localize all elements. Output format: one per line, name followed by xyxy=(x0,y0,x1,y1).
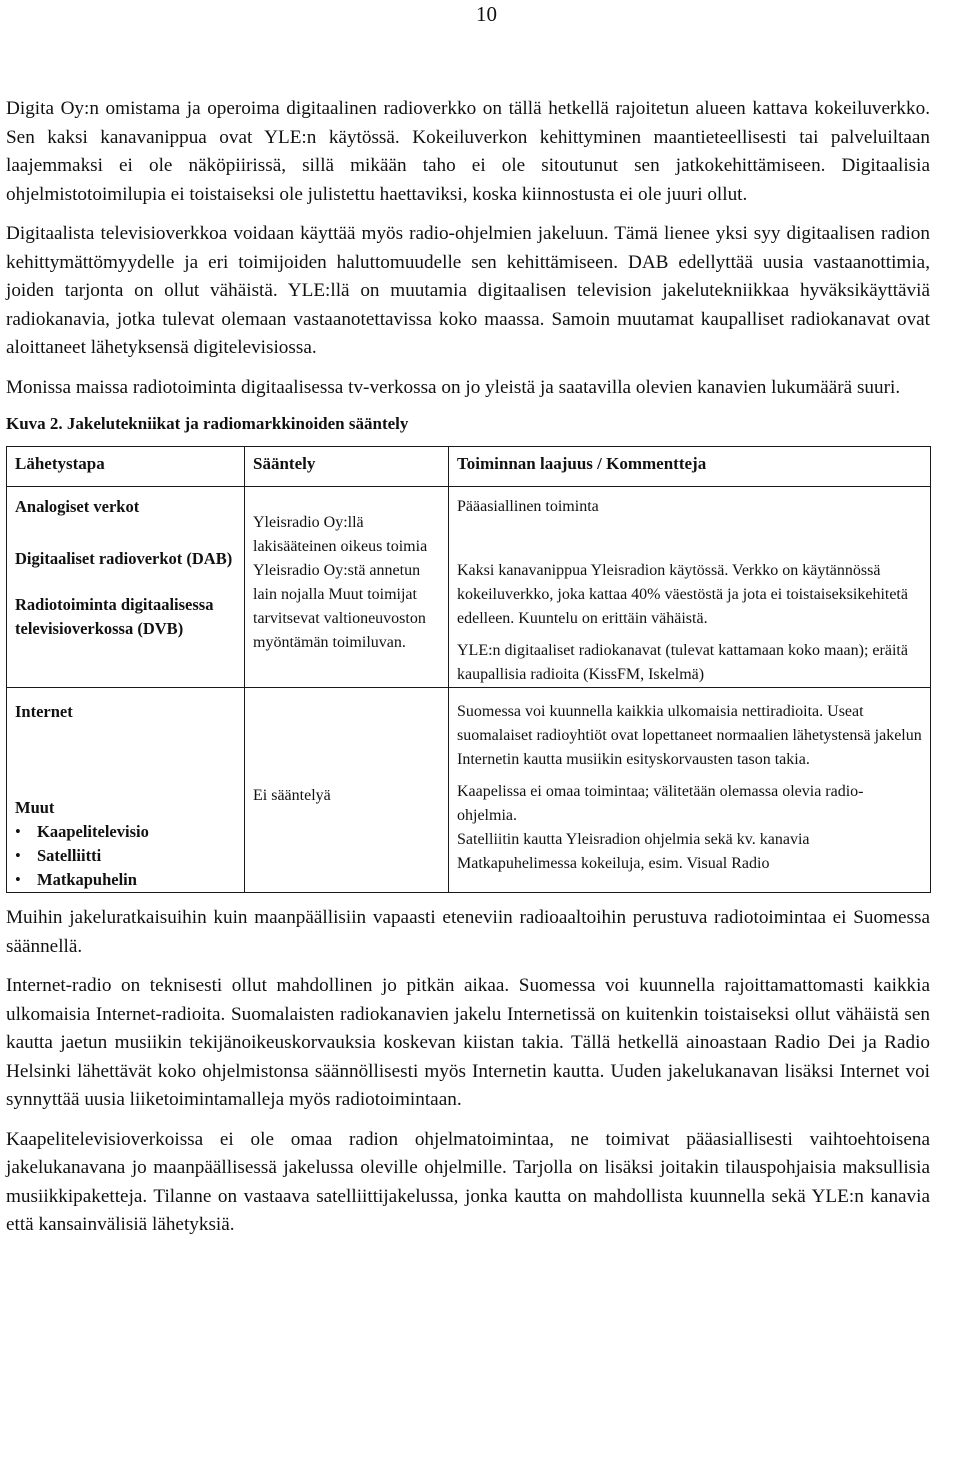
comment-cable: Kaapelissa ei omaa toimintaa; välitetään olemassa olevia radio-ohjelmia. xyxy=(457,783,864,824)
header-regulation: Sääntely xyxy=(245,447,449,487)
comment-satellite: Satelliitin kautta Yleisradion ohjelmia sekä kv. kanavia xyxy=(457,831,810,848)
body-paragraph: Digitaalista televisioverkkoa voidaan käyttää myös radio-ohjelmien jakeluun. Tämä lienee yksi syy digitaalisen radion kehittymättömyydelle ja eri toimijoiden haluttomuudelle sen kehittämiseen. DAB edellyttää uusia vastaanottimia, joiden tarjonta on ollut vähäistä. YLE:llä on muutamia digitaalisen television jakelutekniikkaa hyväksikäyttäviä radiokanavia, jotka tulevat olemaan vastaanotettavissa koko maassa. Samoin muutamat kaupalliset radiokanavat ovat aloittaneet lähetyksensä digitelevisiossa. xyxy=(6,223,930,358)
method-dvb: Radiotoiminta digitaalisessa televisioverkossa (DVB) xyxy=(15,595,214,638)
comment-dvb: YLE:n digitaaliset radiokanavat (tulevat kattamaan koko maan); eräitä kaupallisia radioita (KissFM, Iskelmä) xyxy=(457,642,908,683)
list-item: • Matkapuhelin xyxy=(15,868,236,892)
other-methods-list xyxy=(15,820,236,892)
method-dab: Digitaaliset radioverkot (DAB) xyxy=(15,549,233,568)
methods-cell xyxy=(7,487,245,688)
regulation-text: Yleisradio Oy:llä lakisääteinen oikeus toimia Yleisradio Oy:stä annetun lain nojalla Muut toimijat tarvitsevat valtioneuvoston myöntämän toimiluvan. xyxy=(253,514,428,651)
document-body xyxy=(6,95,930,1251)
comments-cell xyxy=(449,487,931,688)
regulation-text: Ei sääntelyä xyxy=(253,787,331,804)
regulation-table xyxy=(6,446,931,893)
regulation-cell xyxy=(245,487,449,688)
method-other: Muut xyxy=(15,798,55,817)
body-paragraph: Digita Oy:n omistama ja operoima digitaalinen radioverkko on tällä hetkellä rajoitetun alueen kattava kokeiluverkko. Sen kaksi kanavanippua ovat YLE:n käytössä. Kokeiluverkon kehittyminen maantieteellisesti tai palveluiltaan laajemmaksi ei ole näköpiirissä, sillä mikään taho ei ole sitoutunut sen jatkokehittämiseen. Digitaalisia ohjelmistotoimilupia ei toistaiseksi ole julistettu haettaviksi, koska kiinnostusta ei ole juuri ollut. xyxy=(6,98,930,205)
table-header-row xyxy=(7,447,931,487)
body-paragraph: Monissa maissa radiotoiminta digitaalisessa tv-verkossa on jo yleistä ja saatavilla olevien kanavien lukumäärä suuri. xyxy=(6,376,901,398)
list-item: • Kaapelitelevisio xyxy=(15,820,236,844)
body-paragraph: Muihin jakeluratkaisuihin kuin maanpäällisiin vapaasti eteneviin radioaaltoihin perustuva radiotoimintaa ei Suomessa säännellä. xyxy=(6,907,930,957)
header-broadcast-method: Lähetystapa xyxy=(7,447,245,487)
page-number: 10 xyxy=(476,2,497,26)
comment-dab: Kaksi kanavanippua Yleisradion käytössä. Verkko on käytännössä kokeiluverkko, joka kattaa 40% väestöstä ja jota ei toistaiseksikehitetä edelleen. Kuuntelu on erittäin vähäistä. xyxy=(457,562,908,627)
method-internet: Internet xyxy=(15,702,73,721)
comment-internet: Suomessa voi kuunnella kaikkia ulkomaisia nettiradioita. Useat suomalaiset radioyhtiöt ovat lopettaneet normaalien lähetystensä jakelun Internetin kautta musiikin esityskorvausten tason takia. xyxy=(457,703,922,768)
body-paragraph: Kaapelitelevisioverkoissa ei ole omaa radion ohjelmatoimintaa, ne toimivat pääasiallisesti vaihtoehtoisena jakelukanavana jo maanpäällisessä jakelussa oleville ohjelmille. Tarjolla on lisäksi joitakin tilauspohjaisia maksullisia musiikkipaketteja. Tilanne on vastaava satelliittijakelussa, jonka kautta on mahdollista kuunnella sekä YLE:n kanavia että kansainvälisiä lähetyksiä. xyxy=(6,1128,930,1235)
methods-cell xyxy=(7,688,245,893)
comment-analog: Pääasiallinen toiminta xyxy=(457,498,599,515)
table-row xyxy=(7,487,931,688)
table-row xyxy=(7,688,931,893)
list-item: • Satelliitti xyxy=(15,844,236,868)
figure-caption: Kuva 2. Jakelutekniikat ja radiomarkkinoiden sääntely xyxy=(6,414,409,433)
comments-cell xyxy=(449,688,931,893)
method-analog: Analogiset verkot xyxy=(15,497,140,516)
regulation-cell xyxy=(245,688,449,893)
header-scope-comments: Toiminnan laajuus / Kommentteja xyxy=(449,447,931,487)
comment-mobile: Matkapuhelimessa kokeiluja, esim. Visual Radio xyxy=(457,855,770,872)
body-paragraph: Internet-radio on teknisesti ollut mahdollinen jo pitkän aikaa. Suomessa voi kuunnella rajoittamattomasti kaikkia ulkomaisia Internet-radioita. Suomalaisten radiokanavien jakelu Internetissä on kuitenkin toistaiseksi ollut vähäistä sen kautta jaetun musiikin tekijänoikeuskorvauksia koskevan kiistan takia. Tällä hetkellä ainoastaan Radio Dei ja Radio Helsinki lähettävät koko ohjelmistonsa säännöllisesti myös Internetin kautta. Uuden jakelukanavan lisäksi Internet voi synnyttää uusia liiketoimintamalleja myös radiotoimintaan. xyxy=(6,975,930,1110)
